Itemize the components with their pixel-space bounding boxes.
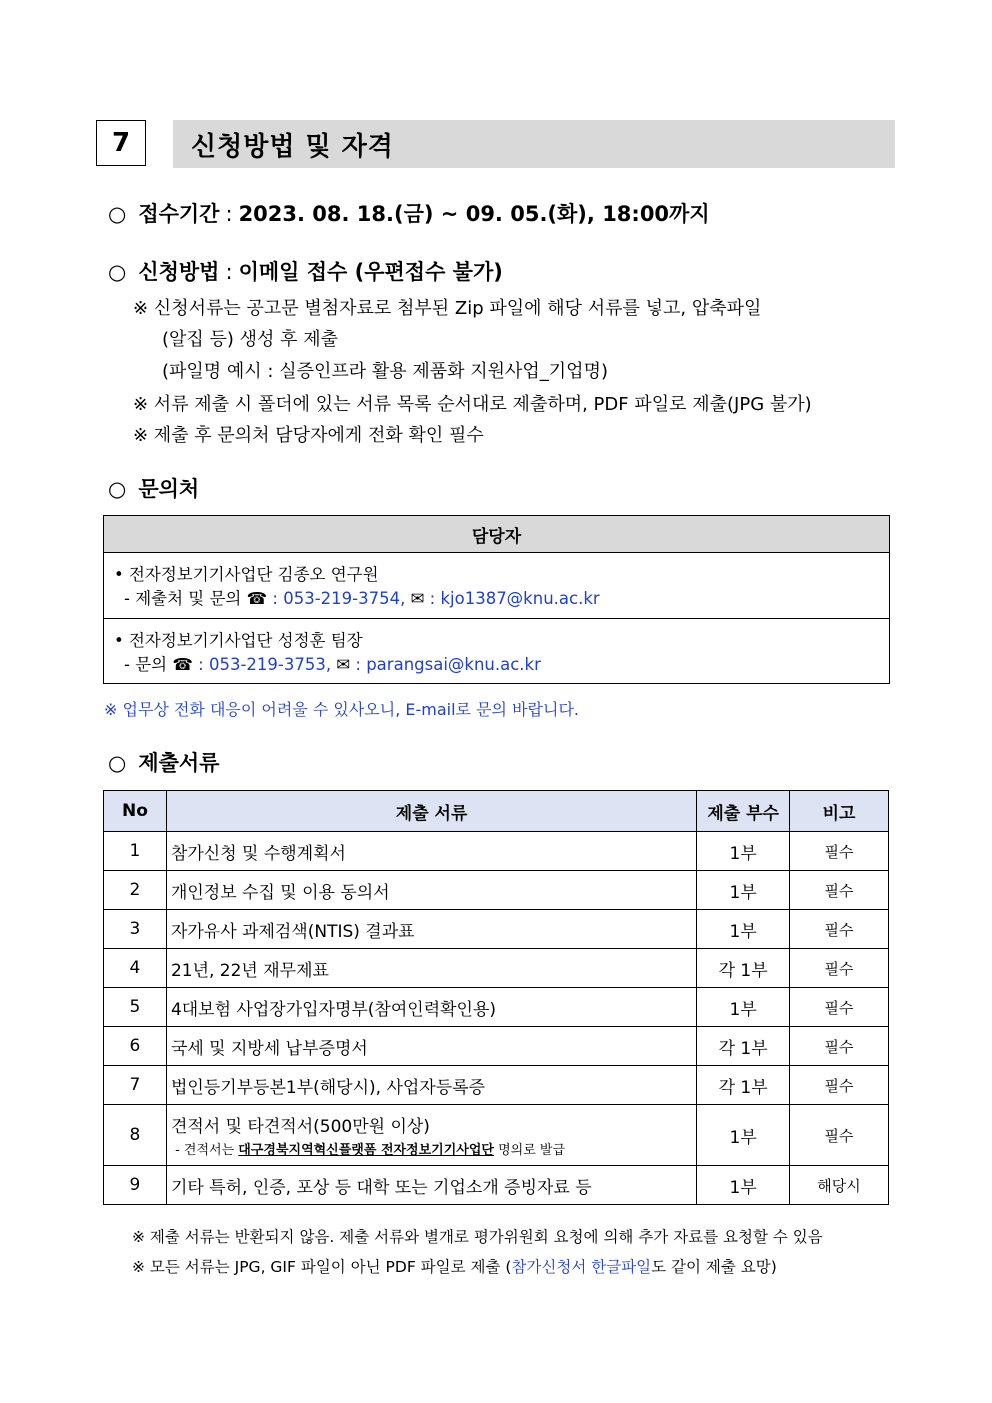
row-remark: 필수: [790, 949, 889, 988]
row-no: 3: [104, 910, 167, 949]
contact-phone[interactable]: : 053-219-3753,: [198, 655, 332, 674]
row-copies: 1부: [697, 1105, 790, 1166]
row-document: 참가신청 및 수행계획서: [166, 832, 696, 871]
section-title: 신청방법 및 자격: [173, 120, 895, 168]
reception-line: [108, 198, 710, 228]
row-copies: 1부: [697, 871, 790, 910]
method-value: 이메일 접수 (우편접수 불가): [238, 260, 503, 284]
contact-prefix: - 문의: [124, 655, 168, 674]
row-no: 6: [104, 1027, 167, 1066]
row-document-subnote: [171, 1139, 696, 1158]
bullet-circle: ○: [108, 477, 127, 501]
method-label: 신청방법: [138, 260, 220, 284]
contact-detail: [114, 653, 889, 677]
method-note-1: ※ 신청서류는 공고문 별첨자료로 첨부된 Zip 파일에 해당 서류를 넣고, 압축파일: [133, 298, 762, 319]
documents-table: [103, 790, 889, 1205]
row-remark: 필수: [790, 871, 889, 910]
subnote-org: 대구경북지역혁신플랫폼 전자정보기기사업단: [238, 1143, 494, 1158]
table-row: [104, 871, 889, 910]
contact-heading: [108, 473, 199, 503]
method-line: [108, 256, 503, 286]
contact-detail: [114, 587, 889, 611]
method-note-5: ※ 제출 후 문의처 담당자에게 전화 확인 필수: [133, 425, 484, 446]
bullet-circle: ○: [108, 202, 127, 226]
row-no: 7: [104, 1066, 167, 1105]
colon: :: [225, 260, 233, 284]
row-copies: 1부: [697, 988, 790, 1027]
documents-label: 제출서류: [138, 751, 220, 775]
row-copies: 1부: [697, 1166, 790, 1205]
row-copies: 1부: [697, 832, 790, 871]
footnote-highlight: 참가신청서 한글파일: [511, 1258, 652, 1276]
table-row: [104, 949, 889, 988]
col-header-no: No: [104, 791, 167, 832]
row-no: 8: [104, 1105, 167, 1166]
method-note-4: ※ 서류 제출 시 폴더에 있는 서류 목록 순서대로 제출하며, PDF 파일로 제출(JPG 불가): [133, 394, 812, 415]
contact-table: [103, 515, 890, 684]
section-number: 7: [96, 120, 146, 166]
row-document: 21년, 22년 재무제표: [166, 949, 696, 988]
phone-icon: ☎: [172, 655, 193, 674]
row-document-title: 견적서 및 타견적서(500만원 이상): [170, 1117, 430, 1137]
reception-value: 2023. 08. 18.(금) ~ 09. 05.(화), 18:00까지: [238, 202, 710, 226]
col-header-copies: 제출 부수: [697, 791, 790, 832]
documents-footnote-2: [132, 1255, 777, 1277]
contact-prefix: - 제출처 및 문의: [124, 589, 242, 608]
contact-phone[interactable]: : 053-219-3754,: [272, 589, 406, 608]
method-note-3: (파일명 예시 : 실증인프라 활용 제품화 지원사업_기업명): [162, 361, 608, 382]
row-remark: 필수: [790, 1105, 889, 1166]
contact-row: [104, 618, 889, 683]
row-copies: 각 1부: [697, 1027, 790, 1066]
row-document: 4대보험 사업장가입자명부(참여인력확인용): [166, 988, 696, 1027]
contact-name: • 전자정보기기사업단 성정훈 팀장: [114, 631, 363, 650]
row-remark: 필수: [790, 910, 889, 949]
subnote-prefix: - 견적서는: [175, 1143, 235, 1158]
row-remark: 필수: [790, 1027, 889, 1066]
row-copies: 각 1부: [697, 1066, 790, 1105]
documents-footnote-1: ※ 제출 서류는 반환되지 않음. 제출 서류와 별개로 평가위원회 요청에 의해 추가 자료를 요청할 수 있음: [132, 1228, 823, 1246]
row-remark: 필수: [790, 1066, 889, 1105]
footnote-prefix: ※ 모든 서류는 JPG, GIF 파일이 아닌 PDF 파일로 제출 (: [132, 1258, 512, 1276]
row-remark: 필수: [790, 832, 889, 871]
row-no: 5: [104, 988, 167, 1027]
subnote-suffix: 명의로 발급: [498, 1143, 566, 1158]
contact-table-header: 담당자: [104, 516, 889, 553]
row-document: 기타 특허, 인증, 포상 등 대학 또는 기업소개 증빙자료 등: [166, 1166, 696, 1205]
row-document: [166, 1105, 696, 1166]
row-no: 4: [104, 949, 167, 988]
colon: :: [225, 202, 233, 226]
footnote-suffix: 도 같이 제출 요망): [651, 1258, 777, 1276]
table-row: [104, 988, 889, 1027]
row-remark: 필수: [790, 988, 889, 1027]
table-row: [104, 1066, 889, 1105]
row-no: 2: [104, 871, 167, 910]
contact-row: [104, 553, 889, 618]
table-row: [104, 910, 889, 949]
row-no: 9: [104, 1166, 167, 1205]
row-document: 자가유사 과제검색(NTIS) 결과표: [166, 910, 696, 949]
contact-email[interactable]: : kjo1387@knu.ac.kr: [429, 589, 600, 608]
contact-note: ※ 업무상 전화 대응이 어려울 수 있사오니, E-mail로 문의 바랍니다.: [104, 700, 580, 719]
col-header-remark: 비고: [790, 791, 889, 832]
documents-heading: [108, 747, 219, 777]
mail-icon: ✉: [336, 655, 351, 674]
contact-email[interactable]: : parangsai@knu.ac.kr: [355, 655, 541, 674]
table-header-row: [104, 791, 889, 832]
row-copies: 각 1부: [697, 949, 790, 988]
contact-name: • 전자정보기기사업단 김종오 연구원: [114, 565, 379, 584]
row-document: 개인정보 수집 및 이용 동의서: [166, 871, 696, 910]
row-no: 1: [104, 832, 167, 871]
col-header-document: 제출 서류: [166, 791, 696, 832]
bullet-circle: ○: [108, 260, 127, 284]
table-row: [104, 1166, 889, 1205]
row-document: 법인등기부등본1부(해당시), 사업자등록증: [166, 1066, 696, 1105]
table-row: [104, 832, 889, 871]
contact-label: 문의처: [138, 477, 200, 501]
mail-icon: ✉: [410, 589, 425, 608]
row-document: 국세 및 지방세 납부증명서: [166, 1027, 696, 1066]
method-note-2: (알집 등) 생성 후 제출: [162, 329, 339, 350]
row-copies: 1부: [697, 910, 790, 949]
table-row: [104, 1105, 889, 1166]
phone-icon: ☎: [246, 589, 268, 608]
bullet-circle: ○: [108, 751, 127, 775]
table-row: [104, 1027, 889, 1066]
reception-label: 접수기간: [138, 202, 220, 226]
row-remark: 해당시: [790, 1166, 889, 1205]
